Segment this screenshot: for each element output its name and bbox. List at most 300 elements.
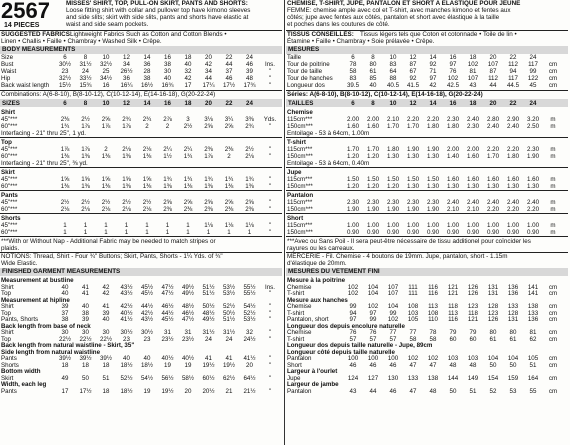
table-cell: 2⅛	[81, 206, 90, 213]
table-cell: 2.30	[466, 123, 480, 130]
table-cell: 39	[82, 316, 89, 323]
table-cell: 19½	[161, 387, 174, 395]
row-label: 60"***	[1, 153, 18, 160]
table-cell: 2⅜	[224, 206, 234, 213]
table-cell: 46½	[181, 309, 195, 317]
body-measurements-header-label: BODY MEASUREMENTS	[2, 46, 76, 53]
table-cell: 51½	[202, 290, 215, 297]
table-cell: 18½	[120, 361, 133, 369]
table-cell: 1.20	[346, 183, 360, 190]
table-cell: 1.90	[386, 206, 400, 213]
table-cell: 31½	[79, 61, 92, 68]
table-cell: 46	[389, 361, 397, 369]
table-cell: 1	[227, 229, 231, 236]
row-label: 115cm***	[287, 176, 313, 183]
row-label: Top	[1, 290, 11, 297]
table-cell: 116	[428, 283, 438, 291]
table-cell: 17½	[79, 387, 92, 395]
table-cell: 61	[509, 335, 517, 343]
table-cell: 41	[102, 303, 110, 310]
table-cell: 58½	[181, 374, 195, 382]
row-label: Shirt	[1, 329, 14, 336]
table-cell: 1	[206, 229, 211, 236]
table-cell: 41	[205, 355, 212, 362]
table-cell: 2⅛	[101, 206, 111, 213]
table-cell: 44.5	[506, 82, 520, 89]
table-cell: cm	[548, 82, 558, 89]
table-cell: 40.5	[386, 82, 400, 89]
table-cell: 15½	[58, 82, 72, 89]
table-cell: 76	[449, 68, 457, 75]
table-cell: 31½	[202, 329, 215, 336]
table-cell: 50	[509, 361, 517, 369]
finished-subhead: Bottom width	[1, 368, 41, 375]
table-cell: 1.60	[366, 123, 380, 130]
size-heading: 22	[509, 100, 517, 107]
table-cell: 49	[61, 374, 69, 382]
row-label: Jupe	[287, 374, 301, 382]
table-cell: 105	[527, 355, 539, 362]
table-cell: 16¾	[161, 82, 174, 89]
table-cell: 136	[527, 316, 539, 323]
table-cell: 1.70	[406, 123, 420, 130]
table-cell: 60½	[202, 374, 215, 382]
table-cell: 97	[369, 309, 377, 317]
table-cell: 102	[367, 303, 379, 310]
table-cell: 2¾	[142, 116, 152, 123]
size-heading: 12	[409, 100, 417, 107]
table-cell: 0.90	[486, 229, 500, 236]
table-cell: "	[268, 146, 272, 153]
table-cell: 0.90	[466, 229, 480, 236]
row-label: Hip	[1, 75, 11, 82]
table-cell: 18	[102, 387, 110, 395]
table-cell: 2.20	[406, 116, 420, 123]
table-cell: 1⅜	[142, 153, 152, 160]
table-cell: 24	[246, 54, 253, 61]
description-line: côtés; jupe avec fentes aux côtés, pantalon et short avec élastique à la taille	[287, 14, 500, 21]
table-cell: 79	[449, 329, 457, 336]
table-cell: 104	[487, 355, 499, 362]
table-cell: 17½	[222, 82, 236, 89]
table-cell: 1⅞	[81, 146, 90, 153]
table-cell: 40	[82, 303, 89, 310]
table-cell: 2.20	[526, 206, 540, 213]
table-cell: 51	[102, 374, 110, 382]
table-cell: 2¼	[163, 146, 172, 153]
table-cell: 2⅝	[101, 116, 111, 123]
view-name: Shorts	[1, 215, 21, 222]
table-cell: "	[268, 316, 272, 323]
table-cell: m	[550, 206, 556, 213]
table-cell: cm	[548, 355, 558, 362]
finished-subhead: Longueur côté depuis taille naturelle	[287, 348, 395, 356]
sizes-label: TAILLES	[288, 100, 314, 107]
table-cell: 39½	[79, 355, 92, 362]
table-cell: 130	[387, 374, 399, 382]
view-name: Jupe	[287, 169, 302, 176]
finished-header-label: MESURES DU VETEMENT FINI	[288, 268, 380, 275]
table-cell: "	[268, 123, 272, 130]
table-cell: 1.20	[366, 153, 380, 160]
table-cell: 48	[469, 361, 477, 369]
table-cell: 55½	[243, 283, 256, 291]
table-cell: 104	[507, 355, 519, 362]
table-cell: 1.60	[526, 176, 540, 183]
table-cell: 55	[529, 387, 537, 395]
table-cell: 61	[489, 335, 497, 343]
table-cell: 58	[409, 335, 417, 343]
table-cell: 1	[83, 229, 88, 236]
table-cell: 79	[469, 329, 477, 336]
table-cell: 16½	[140, 82, 154, 89]
table-cell: 1⅛	[204, 222, 213, 229]
description-line: et poches dans les coutures de côté.	[287, 21, 390, 28]
table-cell: m	[550, 123, 556, 130]
description-line: waist and side seam pockets.	[66, 21, 149, 28]
row-label: Pantalon	[287, 387, 312, 395]
table-cell: 2⅜	[204, 206, 213, 213]
table-cell: "	[268, 387, 272, 395]
table-cell: 1.60	[486, 176, 500, 183]
table-cell: 123	[487, 309, 499, 317]
table-cell: 1⅝	[142, 176, 152, 183]
table-cell: 2⅞	[163, 116, 172, 123]
table-cell: 2⅝	[224, 199, 234, 206]
table-cell: 102	[387, 316, 399, 323]
divider	[286, 213, 568, 214]
nap-note: ***With or Without Nap - Additional Fabric may be needed to match stripes or	[1, 238, 216, 245]
table-cell: cm	[548, 335, 558, 343]
size-heading: 8	[371, 100, 375, 107]
table-cell: 102	[427, 355, 439, 362]
table-cell: 24½	[243, 335, 256, 343]
table-cell: 24	[225, 335, 233, 343]
size-heading: 10	[389, 100, 397, 107]
table-cell: 54½	[243, 303, 256, 310]
table-cell: 17¾	[243, 82, 256, 89]
row-label: Tour de taille	[287, 68, 323, 75]
table-cell: 1.00	[346, 222, 360, 229]
table-cell: 45½	[140, 290, 154, 297]
table-cell: Ins.	[265, 61, 275, 68]
table-cell: cm	[548, 361, 558, 369]
table-cell: 2.10	[446, 206, 460, 213]
table-cell: 12	[409, 54, 417, 61]
table-cell: cm	[548, 329, 558, 336]
table-cell: 1	[165, 229, 170, 236]
row-label: 60"***	[1, 123, 18, 130]
table-cell: 20	[184, 387, 192, 395]
table-cell: 83	[349, 75, 357, 82]
table-cell: 3	[186, 116, 190, 123]
table-cell: 3.20	[526, 116, 540, 123]
table-cell: "	[268, 183, 272, 190]
row-label: 150cm***	[287, 206, 313, 213]
table-cell: 1.00	[466, 222, 480, 229]
finished-subhead: Side length from natural waistline	[1, 348, 101, 356]
row-label: Back waist length	[1, 82, 50, 89]
table-cell: 50½	[222, 309, 236, 317]
table-cell: 1⅜	[122, 153, 131, 160]
table-cell: "	[268, 361, 272, 369]
size-heading: 24	[246, 100, 253, 107]
table-cell: 97	[429, 75, 437, 82]
table-cell: 53½	[222, 290, 236, 297]
table-cell: 52½	[120, 374, 133, 382]
table-cell: 0.90	[446, 229, 460, 236]
table-cell: 57	[389, 335, 397, 343]
table-cell: 1¾	[60, 123, 70, 130]
table-cell: 1¾	[245, 176, 254, 183]
table-cell: 1⅜	[163, 183, 172, 190]
table-cell: 111	[408, 290, 418, 297]
table-cell: 43½	[120, 283, 133, 291]
nap-note: rayures ou les carreaux.	[287, 245, 355, 252]
divider	[0, 167, 282, 168]
fabrics-line: Tissus légers tels que Coton et cotonnade • Toile de lin •	[360, 31, 517, 38]
row-label: Taille	[287, 54, 302, 61]
table-cell: 34	[123, 61, 130, 68]
table-cell: 88	[389, 75, 397, 82]
table-cell: 1⅞	[204, 153, 213, 160]
table-cell: 0.90	[366, 229, 380, 236]
table-cell: 36	[143, 61, 151, 68]
table-cell: 39	[246, 68, 253, 75]
table-cell: 81	[469, 68, 477, 75]
row-label: 150cm***	[287, 153, 313, 160]
table-cell: 40	[184, 61, 192, 68]
row-label: 60"***	[1, 206, 18, 213]
table-cell: 1.00	[486, 222, 500, 229]
table-cell: 23	[123, 335, 130, 343]
table-cell: 2.00	[366, 116, 380, 123]
column-divider	[284, 0, 285, 445]
table-cell: 2½	[245, 146, 254, 153]
table-cell: cm	[548, 283, 558, 291]
table-cell: 141	[527, 283, 539, 291]
table-cell: 2.20	[506, 146, 520, 153]
row-label: Bust	[1, 61, 14, 68]
table-cell: 159	[507, 374, 519, 382]
table-cell: "	[268, 303, 272, 310]
row-label: Shirt	[1, 303, 14, 310]
table-cell: 131	[487, 283, 499, 291]
table-cell: 1.70	[346, 146, 360, 153]
size-heading: 12	[123, 100, 130, 107]
table-cell: 30½	[120, 329, 133, 336]
table-cell: 19½	[222, 361, 236, 369]
table-cell: 16	[164, 54, 171, 61]
table-cell: 154	[487, 374, 499, 382]
table-cell: 2.30	[366, 199, 380, 206]
table-cell: 38	[164, 61, 171, 68]
table-cell: "	[268, 309, 272, 317]
table-cell: 2	[145, 123, 149, 130]
table-cell: m	[550, 116, 556, 123]
table-cell: 2.40	[506, 123, 520, 130]
row-label: Pants	[1, 355, 17, 362]
table-cell: 24	[205, 335, 212, 343]
size-heading: 22	[225, 100, 233, 107]
size-heading: 24	[529, 100, 537, 107]
table-cell: 1.00	[406, 222, 420, 229]
table-cell: 64½	[243, 374, 256, 382]
table-cell: 0.90	[346, 229, 360, 236]
table-cell: 48½	[181, 303, 195, 310]
table-cell: 18	[184, 54, 192, 61]
table-cell: 22½	[58, 335, 72, 343]
table-cell: 6	[351, 54, 355, 61]
table-cell: 1⅜	[101, 183, 111, 190]
divider	[0, 190, 282, 191]
table-cell: 60	[469, 335, 477, 343]
table-cell: 1	[124, 229, 129, 236]
view-name: Top	[1, 139, 12, 146]
table-cell: 67	[409, 68, 417, 75]
table-cell: 2⅛	[142, 146, 152, 153]
table-cell: 102	[347, 283, 359, 291]
table-cell: 32½	[99, 61, 113, 68]
table-cell: 48½	[202, 309, 215, 317]
table-cell: 1.70	[386, 123, 400, 130]
table-cell: 2⅝	[163, 199, 172, 206]
table-cell: 50	[82, 374, 89, 382]
finished-subhead: Longueur dos depuis taille naturelle - Jupe, 89cm	[287, 342, 433, 349]
table-cell: 32½	[58, 75, 72, 82]
table-cell: 1.30	[506, 183, 520, 190]
table-cell: 136	[507, 283, 519, 291]
notions-line: MERCERIE - Fil. Chemise - 4 boutons de 19mm. Jupe, pantalon, short - 1.15m	[287, 253, 508, 260]
table-cell: 41	[225, 355, 233, 362]
row-label: Pantalon	[287, 355, 312, 362]
table-cell: 20	[246, 361, 253, 369]
finished-header	[0, 268, 282, 276]
table-cell: 2.20	[486, 206, 500, 213]
table-cell: 14	[143, 54, 151, 61]
table-cell: 22	[225, 54, 233, 61]
table-cell: "	[268, 329, 272, 336]
table-cell: cm	[548, 374, 558, 382]
table-cell: 1.20	[346, 153, 360, 160]
row-label: 150cm***	[287, 229, 313, 236]
nap-note: ***Avec ou Sans Poil - Il sera peut-être nécessaire de tissu additionel pour coïncider les	[287, 238, 531, 245]
table-cell: 32	[184, 68, 192, 75]
table-cell: 1.00	[446, 222, 460, 229]
table-cell: 40½	[120, 309, 133, 317]
table-cell: 112	[508, 61, 518, 68]
table-cell: m	[550, 199, 556, 206]
table-cell: 81	[529, 329, 537, 336]
table-cell: 58	[429, 335, 437, 343]
table-cell: 43½	[140, 316, 154, 323]
row-label: Longueur dos	[287, 82, 325, 89]
table-cell: 1.90	[366, 206, 380, 213]
table-cell: 107	[487, 61, 499, 68]
table-cell: 108	[407, 303, 419, 310]
table-cell: 39.5	[346, 82, 360, 89]
table-cell: 51½	[222, 316, 236, 323]
table-cell: m	[550, 153, 556, 160]
row-label: T-shirt	[287, 290, 305, 297]
table-cell: 124	[347, 374, 359, 382]
row-label: Tour de hanches	[287, 75, 333, 82]
table-cell: m	[550, 222, 556, 229]
table-cell: 40	[369, 82, 377, 89]
table-cell: 62	[529, 335, 537, 343]
table-cell: 18	[469, 54, 477, 61]
table-cell: "	[268, 229, 272, 236]
pieces-count: 14 PIECES	[4, 22, 40, 29]
table-cell: 1⅞	[81, 123, 90, 130]
table-cell: 2.40	[446, 199, 460, 206]
size-heading: 18	[469, 100, 477, 107]
table-cell: 42	[102, 283, 110, 291]
table-cell: 2⅛	[122, 206, 131, 213]
table-cell: 107	[467, 75, 479, 82]
table-cell: 40	[61, 290, 69, 297]
table-cell: 1.20	[366, 183, 380, 190]
table-cell: 34	[205, 68, 212, 75]
pattern-title: MISSES' SHIRT, TOP, PULL-ON SKIRT, PANTS AND SHORTS:	[66, 0, 248, 7]
table-cell: 87	[489, 68, 497, 75]
table-cell: 138	[427, 374, 439, 382]
table-cell: 131	[507, 316, 519, 323]
table-cell: cm	[548, 68, 558, 75]
table-cell: 44	[205, 75, 212, 82]
table-cell: 42	[429, 82, 437, 89]
table-cell: 1⅜	[81, 183, 90, 190]
table-cell: 62½	[222, 374, 236, 382]
table-cell: 121	[447, 283, 459, 291]
table-cell: 1.30	[466, 183, 480, 190]
row-label: Chemise	[287, 303, 312, 310]
table-cell: 2.30	[406, 199, 420, 206]
table-cell: 55½	[243, 290, 256, 297]
table-cell: 8	[371, 54, 375, 61]
table-cell: "	[268, 82, 272, 89]
table-cell: 97	[349, 316, 357, 323]
view-name: Short	[287, 215, 304, 222]
table-cell: 46½	[161, 303, 174, 310]
table-cell: 30½	[58, 61, 72, 68]
table-cell: 46	[389, 387, 397, 395]
row-label: Tour de poitrine	[287, 61, 330, 68]
table-cell: 100	[347, 355, 359, 362]
table-cell: 102	[447, 75, 459, 82]
notions-line: d'élastique de 20mm.	[287, 260, 347, 267]
table-cell: 103	[467, 355, 479, 362]
row-label: Chemise	[287, 329, 312, 336]
table-cell: Yds.	[263, 116, 277, 123]
table-cell: 116	[448, 316, 458, 323]
row-label: Size	[1, 54, 14, 61]
table-cell: 1⅜	[204, 183, 213, 190]
table-cell: 1¾	[204, 176, 213, 183]
table-cell: 40	[164, 75, 171, 82]
table-cell: 117	[508, 75, 518, 82]
table-cell: 2.20	[506, 206, 520, 213]
table-cell: 2½	[81, 199, 90, 206]
table-cell: 118	[448, 303, 458, 310]
interfacing-note: Interfacing - 21" thru 25", 1 yd.	[1, 130, 86, 137]
table-cell: 30	[61, 329, 69, 336]
table-cell: 53½	[243, 316, 256, 323]
table-cell: 136	[507, 290, 519, 297]
french-column	[286, 0, 570, 445]
table-cell: 2.30	[386, 199, 400, 206]
table-cell: 3⅜	[245, 116, 254, 123]
